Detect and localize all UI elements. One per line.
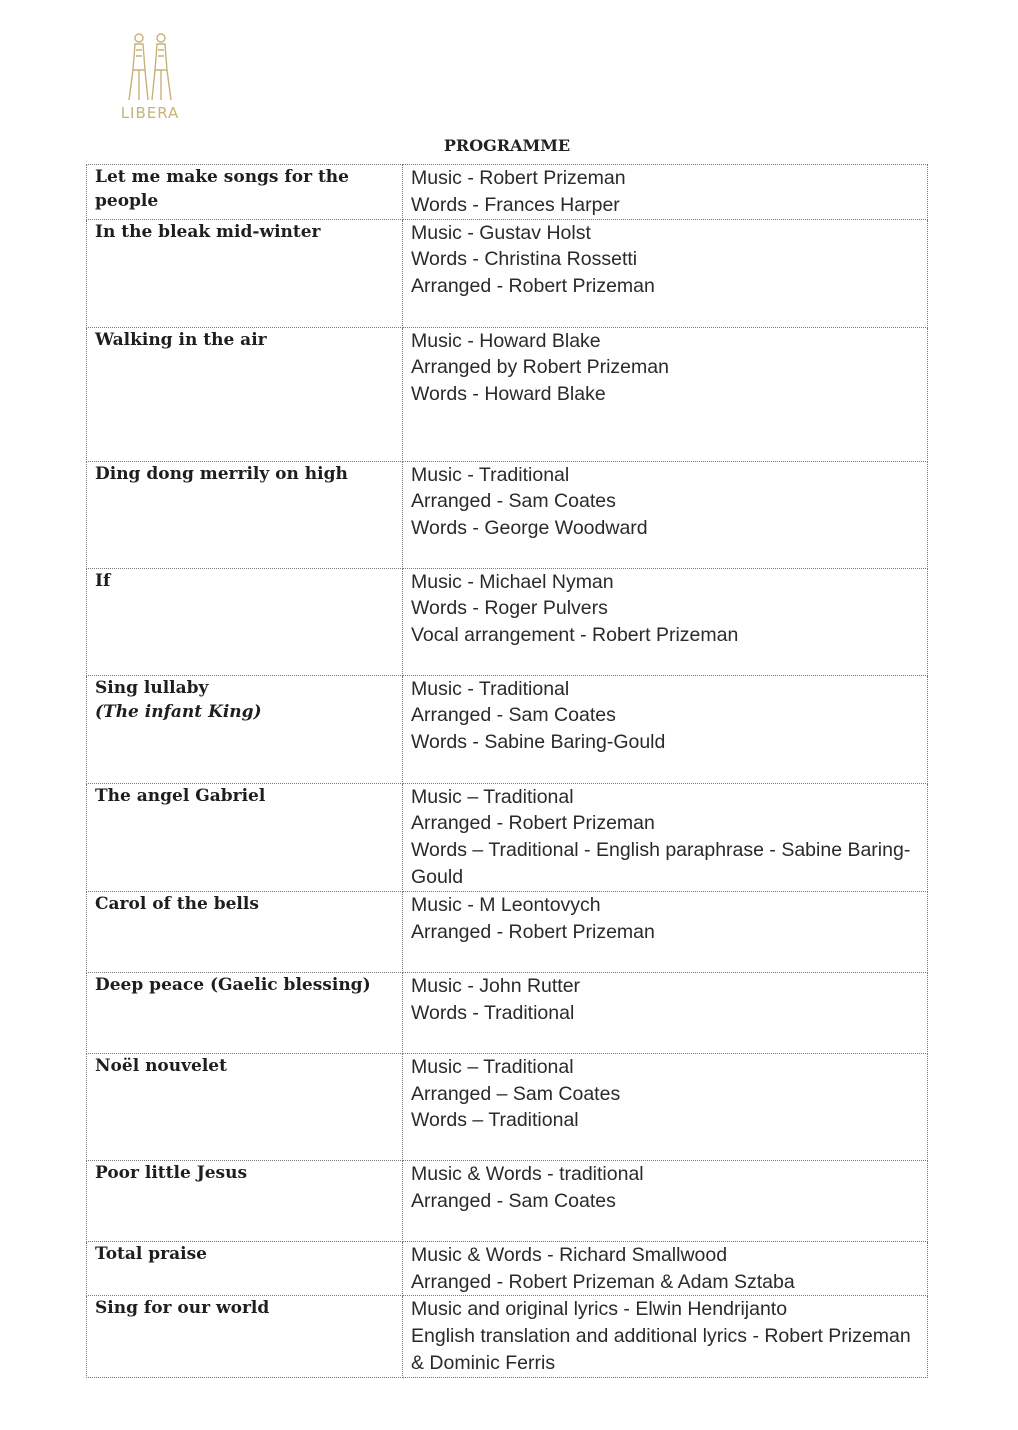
credit-line: Arranged - Sam Coates <box>411 704 616 727</box>
credit-line: Music & Words - traditional <box>411 1162 644 1185</box>
piece-subtitle: (The infant King) <box>95 701 262 722</box>
table-row <box>87 327 928 461</box>
credit-line: Words – Traditional <box>411 1109 579 1132</box>
piece-title-cell <box>87 972 403 1053</box>
piece-title-cell <box>87 891 403 972</box>
credit-line: Words - Traditional <box>411 1001 575 1024</box>
piece-title-cell <box>87 461 403 568</box>
logo-text: LIBERA <box>120 104 180 122</box>
piece-title-cell <box>87 783 403 891</box>
piece-title: Noël nouvelet <box>95 1055 227 1076</box>
piece-title: The angel Gabriel <box>95 785 266 806</box>
credit-line: Music - Howard Blake <box>411 329 601 352</box>
credit-line: English translation and additional lyrics - Robert Prizeman & Dominic Ferris <box>411 1325 911 1374</box>
credit-line: Words - Christina Rossetti <box>411 248 638 271</box>
table-row <box>87 1160 928 1241</box>
credit-line: Music – Traditional <box>411 1055 574 1078</box>
credits-cell <box>403 891 928 972</box>
credit-line: Arranged by Robert Prizeman <box>411 356 669 379</box>
libera-logo <box>105 30 195 130</box>
piece-title-cell <box>87 1241 403 1296</box>
credits-cell <box>403 675 928 783</box>
table-row <box>87 891 928 972</box>
credit-line: Words - George Woodward <box>411 517 648 540</box>
credits-cell <box>403 1241 928 1296</box>
credit-line: Music and original lyrics - Elwin Hendrijanto <box>411 1298 788 1321</box>
credit-line: Words - Roger Pulvers <box>411 597 608 620</box>
piece-title: Let me make songs for the people <box>95 167 349 211</box>
table-row <box>87 1296 928 1377</box>
table-row <box>87 568 928 675</box>
page-title: PROGRAMME <box>443 136 571 155</box>
table-row <box>87 1241 928 1296</box>
table-row <box>87 219 928 327</box>
table-row <box>87 675 928 783</box>
table-row <box>87 783 928 891</box>
credit-line: Words - Howard Blake <box>411 383 606 406</box>
piece-title: Sing for our world <box>95 1298 270 1319</box>
credit-line: Music – Traditional <box>411 785 574 808</box>
credit-line: Words - Sabine Baring-Gould <box>411 731 666 754</box>
credit-line: Arranged - Robert Prizeman <box>411 812 655 835</box>
credit-line: Arranged - Robert Prizeman <box>411 920 655 943</box>
piece-title: Ding dong merrily on high <box>95 463 348 484</box>
piece-title: Walking in the air <box>95 329 267 350</box>
credit-line: Music - John Rutter <box>411 974 581 997</box>
piece-title-cell <box>87 219 403 327</box>
piece-title-cell <box>87 1160 403 1241</box>
credits-cell <box>403 165 928 220</box>
credits-cell <box>403 972 928 1053</box>
credit-line: Words - Frances Harper <box>411 193 620 216</box>
table-row <box>87 1053 928 1160</box>
credit-line: Arranged - Robert Prizeman & Adam Sztaba <box>411 1270 795 1293</box>
piece-title: Deep peace (Gaelic blessing) <box>95 974 371 995</box>
piece-title-cell <box>87 327 403 461</box>
credits-cell <box>403 461 928 568</box>
piece-title: Poor little Jesus <box>95 1162 248 1183</box>
credit-line: Music - Michael Nyman <box>411 570 614 593</box>
piece-title-cell <box>87 165 403 220</box>
credit-line: Music - Traditional <box>411 463 570 486</box>
credits-cell <box>403 327 928 461</box>
piece-title: Total praise <box>95 1243 207 1264</box>
piece-title: Carol of the bells <box>95 893 259 914</box>
piece-title-cell <box>87 675 403 783</box>
credit-line: Music - Gustav Holst <box>411 221 591 244</box>
credits-cell <box>403 568 928 675</box>
credit-line: Music - Robert Prizeman <box>411 167 626 189</box>
credits-cell <box>403 1296 928 1377</box>
piece-title-cell <box>87 1053 403 1160</box>
table-row <box>87 972 928 1053</box>
credits-cell <box>403 219 928 327</box>
piece-title: If <box>95 570 111 591</box>
credits-cell <box>403 783 928 891</box>
credit-line: Arranged - Robert Prizeman <box>411 275 655 298</box>
credit-line: Words – Traditional - English paraphrase - Sabine Baring-Gould <box>411 839 911 888</box>
credit-line: Arranged - Sam Coates <box>411 490 616 513</box>
credit-line: Vocal arrangement - Robert Prizeman <box>411 624 739 647</box>
choir-figures-icon <box>115 30 185 102</box>
credits-cell <box>403 1160 928 1241</box>
piece-title: In the bleak mid-winter <box>95 221 321 242</box>
piece-title-cell <box>87 1296 403 1377</box>
credits-cell <box>403 1053 928 1160</box>
credit-line: Arranged - Sam Coates <box>411 1189 616 1212</box>
table-row <box>87 165 928 220</box>
table-row <box>87 461 928 568</box>
piece-title-cell <box>87 568 403 675</box>
credit-line: Music - Traditional <box>411 677 570 700</box>
piece-title: Sing lullaby <box>95 677 209 698</box>
credit-line: Arranged – Sam Coates <box>411 1082 621 1105</box>
credit-line: Music & Words - Richard Smallwood <box>411 1243 728 1266</box>
credit-line: Music - M Leontovych <box>411 893 601 916</box>
programme-table <box>86 164 928 1378</box>
